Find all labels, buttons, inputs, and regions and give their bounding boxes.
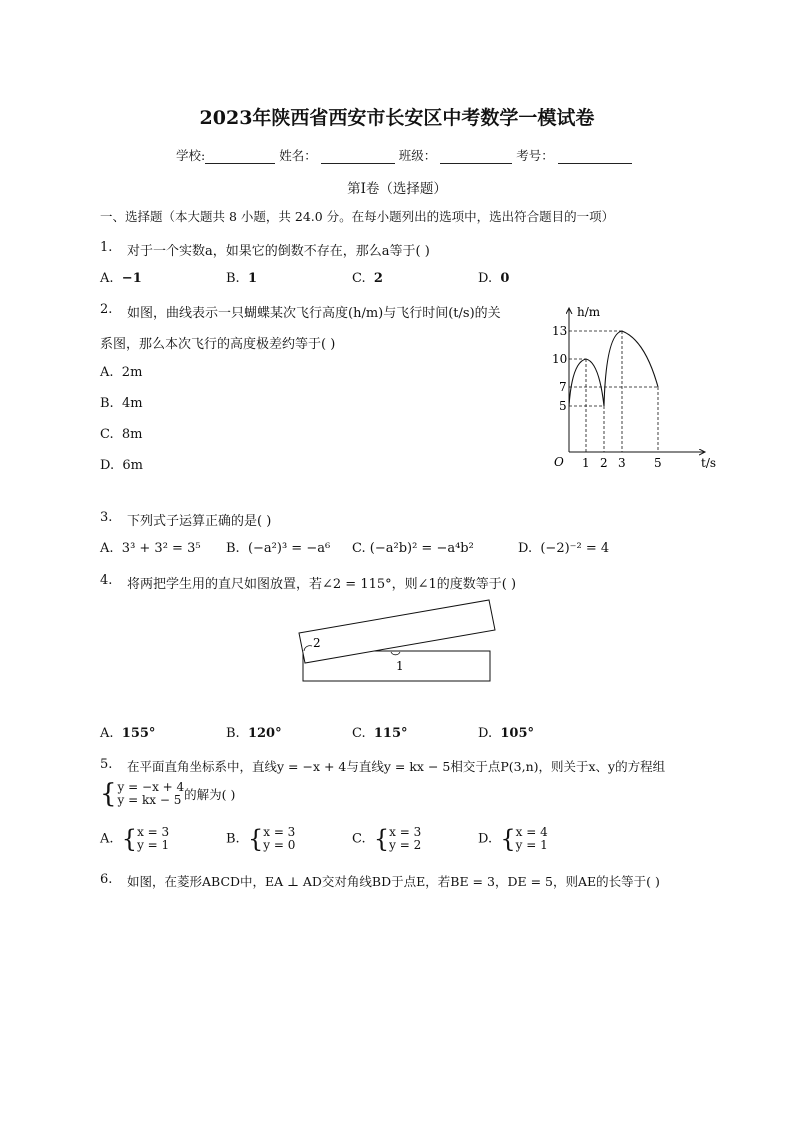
q2-option-d[interactable]: [100, 458, 143, 473]
y-tick-13: 13: [552, 324, 568, 338]
option-label: B.: [226, 271, 240, 286]
option-value: 2m: [121, 365, 143, 380]
q3-option-c[interactable]: [352, 541, 474, 556]
x-tick-2: 2: [600, 456, 608, 470]
q2-height-time-graph: [535, 296, 735, 476]
q4-option-d[interactable]: [478, 726, 534, 741]
option-line-2: y = 0: [263, 838, 296, 852]
option-label: A.: [100, 726, 114, 741]
option-value: 6m: [122, 458, 143, 473]
option-label: A.: [100, 271, 114, 286]
school-label: 学校:: [176, 148, 206, 163]
angle-2-label: 2: [313, 636, 321, 650]
option-label: B.: [226, 726, 240, 741]
option-value: 0: [500, 271, 510, 286]
option-label: D.: [478, 726, 493, 741]
q4-option-c[interactable]: [352, 726, 408, 741]
q6-number: 6.: [100, 872, 113, 887]
option-value: 2: [373, 271, 383, 286]
q1-option-b[interactable]: [226, 271, 257, 286]
option-label: C.: [352, 831, 366, 847]
exam-number-label: 考号：: [516, 148, 554, 163]
option-line-2: y = 2: [389, 838, 422, 852]
option-value: 115°: [373, 726, 408, 741]
option-label: B.: [226, 831, 240, 847]
option-label: A.: [100, 541, 114, 556]
q6-text: 如图，在菱形ABCD中，EA ⊥ AD交对角线BD于点E，若BE = 3，DE = 5，则AE的长等于( ): [127, 874, 660, 889]
system-eq-1: y = −x + 4: [117, 780, 185, 794]
option-value: (−2)⁻² = 4: [540, 541, 610, 556]
q5-option-c[interactable]: C. {x = 3 y = 2: [352, 825, 422, 853]
option-line-1: x = 3: [389, 825, 422, 839]
q5-option-d[interactable]: D. {x = 4 y = 1: [478, 825, 548, 853]
option-label: C.: [352, 726, 366, 741]
option-label: C.: [352, 541, 366, 556]
angle-1-label: 1: [396, 659, 404, 673]
section-heading: 一、选择题（本大题共 8 小题，共 24.0 分。在每小题列出的选项中，选出符合题目的一项）: [100, 209, 615, 224]
class-blank[interactable]: [440, 149, 512, 164]
q4-rulers-figure: [290, 595, 505, 687]
name-label: 姓名：: [279, 148, 317, 163]
volume-heading: 第I卷（选择题）: [347, 181, 447, 197]
q2-option-b[interactable]: [100, 396, 143, 411]
option-value: (−a²b)² = −a⁴b²: [369, 541, 474, 556]
exam-title: 2023年陕西省西安市长安区中考数学一模试卷: [199, 107, 595, 129]
guide-lines: [569, 331, 658, 452]
q5-tail: 的解为( ): [184, 787, 236, 802]
x-tick-5: 5: [654, 456, 662, 470]
option-value: 155°: [121, 726, 156, 741]
option-line-1: x = 3: [137, 825, 170, 839]
q2-number: 2.: [100, 302, 113, 317]
option-value: 3³ + 3² = 3⁵: [121, 541, 201, 556]
q4-number: 4.: [100, 573, 113, 588]
option-label: D.: [518, 541, 533, 556]
option-label: D.: [100, 458, 115, 473]
q3-text: 下列式子运算正确的是( ): [127, 514, 272, 529]
y-axis-label: h/m: [577, 305, 601, 319]
option-label: C.: [352, 271, 366, 286]
q2-option-a[interactable]: [100, 365, 142, 380]
q1-number: 1.: [100, 240, 113, 255]
q2-text-line2: 系图，那么本次飞行的高度极差约等于( ): [100, 337, 336, 352]
q4-option-a[interactable]: [100, 726, 155, 741]
q5-option-b[interactable]: B. {x = 3 y = 0: [226, 825, 296, 853]
x-axis-label: t/s: [701, 456, 717, 470]
option-label: A.: [100, 831, 114, 847]
x-tick-3: 3: [618, 456, 626, 470]
exam-number-blank[interactable]: [558, 149, 632, 164]
option-label: B.: [226, 541, 240, 556]
school-blank[interactable]: [205, 149, 275, 164]
y-tick-7: 7: [559, 380, 567, 394]
q1-text: 对于一个实数a，如果它的倒数不存在，那么a等于( ): [127, 244, 430, 259]
q3-number: 3.: [100, 510, 113, 525]
option-value: −1: [121, 271, 142, 286]
option-value: 120°: [247, 726, 282, 741]
q5-text: 在平面直角坐标系中，直线y = −x + 4与直线y = kx − 5相交于点P(3,n)，则关于x、y的方程组: [127, 759, 666, 774]
q5-option-a[interactable]: A. {x = 3 y = 1: [100, 825, 170, 853]
angle-1-arc: [391, 652, 400, 655]
option-label: A.: [100, 365, 114, 380]
q2-option-c[interactable]: [100, 427, 143, 442]
option-label: D.: [478, 271, 493, 286]
origin-label: O: [554, 455, 564, 469]
option-value: (−a²)³ = −a⁶: [247, 541, 331, 556]
q5-number: 5.: [100, 757, 113, 772]
q2-text-line1: 如图，曲线表示一只蝴蝶某次飞行高度(h/m)与飞行时间(t/s)的关: [127, 306, 501, 321]
upper-ruler: [299, 600, 495, 663]
x-tick-1: 1: [582, 456, 590, 470]
q4-option-b[interactable]: [226, 726, 282, 741]
flight-curve: [569, 331, 658, 406]
q3-option-b[interactable]: [226, 541, 330, 556]
option-value: 1: [247, 271, 257, 286]
option-line-1: x = 4: [515, 825, 548, 839]
q1-option-d[interactable]: [478, 271, 509, 286]
name-blank[interactable]: [321, 149, 395, 164]
q1-option-c[interactable]: [352, 271, 383, 286]
q1-option-a[interactable]: [100, 271, 142, 286]
class-label: 班级：: [398, 148, 437, 163]
option-value: 8m: [121, 427, 143, 442]
student-info-line: [176, 146, 632, 164]
q3-option-a[interactable]: [100, 541, 201, 556]
y-tick-5: 5: [559, 399, 567, 413]
option-line-2: y = 1: [137, 838, 170, 852]
system-eq-2: y = kx − 5: [117, 793, 182, 807]
option-label: D.: [478, 831, 493, 847]
option-value: 4m: [121, 396, 143, 411]
option-label: C.: [100, 427, 114, 442]
option-line-1: x = 3: [263, 825, 296, 839]
q5-system: {y = −x + 4 y = kx − 5 的解为( ): [100, 779, 236, 809]
q3-option-d[interactable]: [518, 541, 609, 556]
q4-text: 将两把学生用的直尺如图放置，若∠2 = 115°，则∠1的度数等于( ): [127, 577, 517, 592]
y-tick-10: 10: [552, 352, 568, 366]
option-line-2: y = 1: [515, 838, 548, 852]
option-label: B.: [100, 396, 114, 411]
option-value: 105°: [500, 726, 534, 741]
